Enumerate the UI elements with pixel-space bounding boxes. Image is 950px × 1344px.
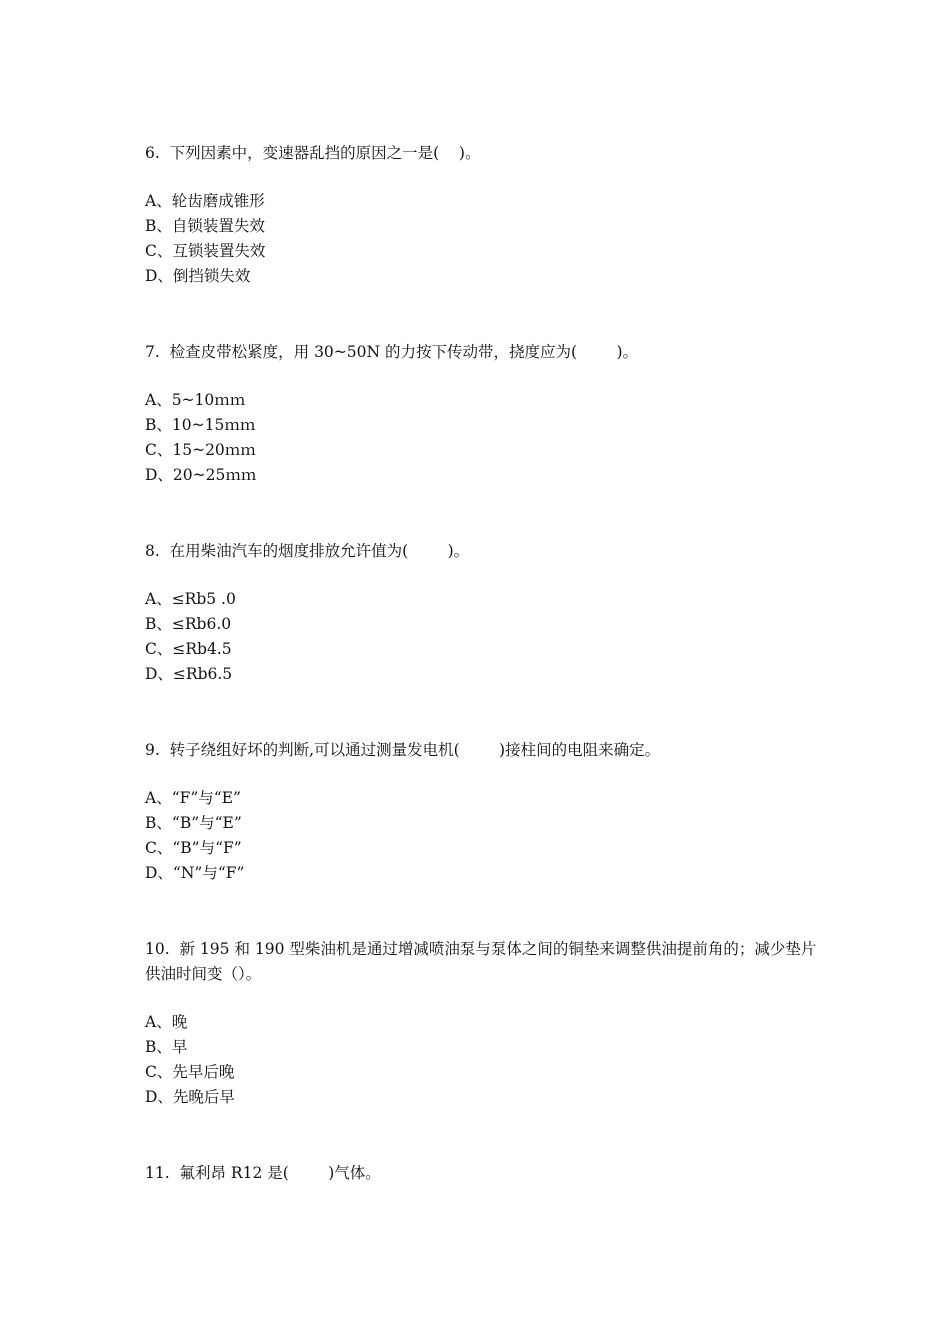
option-c: C、先早后晚 xyxy=(145,1063,235,1081)
option-b: B、10~15ｍｍ xyxy=(145,416,256,434)
question-text: 6. 下列因素中，变速器乱挡的原因之一是( )。 xyxy=(145,144,481,162)
option-list xyxy=(145,587,825,687)
question-6 xyxy=(145,141,825,289)
question-text: 8. 在用柴油汽车的烟度排放允许值为( )。 xyxy=(145,542,470,560)
option-d: D、20~25ｍｍ xyxy=(145,466,257,484)
question-9 xyxy=(145,738,825,886)
option-a: A、轮齿磨成锥形 xyxy=(145,192,265,210)
option-c: C、“B”与“F” xyxy=(145,839,242,857)
option-a: A、5~10ｍｍ xyxy=(145,391,246,409)
option-list xyxy=(145,1010,825,1110)
question-11 xyxy=(145,1161,825,1186)
option-list xyxy=(145,786,825,886)
option-c: C、互锁装置失效 xyxy=(145,242,266,260)
question-text: 7. 检查皮带松紧度，用 30~50N 的力按下传动带，挠度应为( )。 xyxy=(145,343,639,361)
option-a: A、晚 xyxy=(145,1013,188,1031)
question-8 xyxy=(145,539,825,687)
option-b: B、早 xyxy=(145,1038,188,1056)
option-d: D、先晚后早 xyxy=(145,1088,235,1106)
option-list xyxy=(145,388,825,488)
option-d: D、“N”与“F” xyxy=(145,864,245,882)
question-text: 9. 转子绕组好坏的判断,可以通过测量发电机( )接柱间的电阻来确定。 xyxy=(145,741,661,759)
option-c: C、≤Rb4.5 xyxy=(145,640,232,658)
option-a: A、≤Rb5 .0 xyxy=(145,590,236,608)
option-d: D、≤Rb6.5 xyxy=(145,665,233,683)
option-c: C、15~20ｍｍ xyxy=(145,441,256,459)
option-d: D、倒挡锁失效 xyxy=(145,267,251,285)
option-list xyxy=(145,189,825,289)
option-b: B、“B”与“E” xyxy=(145,814,242,832)
question-10 xyxy=(145,937,825,1110)
question-text: 10. 新 195 和 190 型柴油机是通过增减喷油泵与泵体之间的铜垫来调整供油提前角的；减少垫片供油时间变（）。 xyxy=(145,940,817,983)
option-a: A、“F”与“E” xyxy=(145,789,241,807)
option-b: B、自锁装置失效 xyxy=(145,217,265,235)
question-text: 11. 氟利昂 R12 是( )气体。 xyxy=(145,1164,381,1182)
question-7 xyxy=(145,340,825,488)
option-b: B、≤Rb6.0 xyxy=(145,615,232,633)
